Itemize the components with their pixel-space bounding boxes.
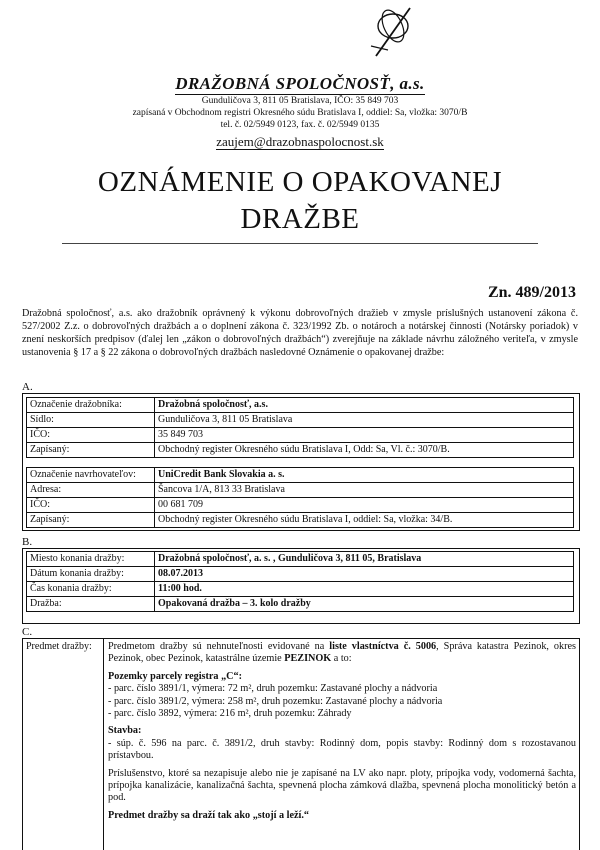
subject-table — [22, 638, 580, 850]
auction-details-table — [26, 551, 574, 612]
auction-type-key: Dražba: — [27, 597, 155, 612]
proposer-address-value: Šancova 1/A, 813 33 Bratislava — [155, 483, 574, 498]
page-title-line2: DRAŽBE — [240, 203, 360, 235]
parcel-item: - parc. číslo 3892, výmera: 216 m², druh pozemku: Záhrady — [108, 708, 352, 720]
auctioneer-seat-value: Gunduličova 3, 811 05 Bratislava — [155, 413, 574, 428]
auctioneer-seat-key: Sídlo: — [27, 413, 155, 428]
time-value: 11:00 hod. — [155, 582, 574, 597]
title-divider — [62, 243, 538, 244]
venue-value: Dražobná spoločnosť, a. s. , Gunduličova 3, 811 05, Bratislava — [155, 552, 574, 567]
auctioneer-table — [26, 397, 574, 458]
subject-intro-end: a to: — [333, 653, 352, 665]
auctioneer-name-value: Dražobná spoločnosť, a.s. — [155, 398, 574, 413]
subject-column-divider — [103, 639, 104, 850]
section-b-label: B. — [22, 536, 33, 548]
proposer-address-key: Adresa: — [27, 483, 155, 498]
auctioneer-ico-value: 35 849 703 — [155, 428, 574, 443]
section-a-label: A. — [22, 381, 33, 393]
proposer-table — [26, 467, 574, 528]
venue-key: Miesto konania dražby: — [27, 552, 155, 567]
company-name-text: DRAŽOBNÁ SPOLOČNOSŤ, a.s. — [175, 74, 425, 93]
subject-content — [108, 641, 576, 827]
auctioneer-registered-value: Obchodný register Okresného súdu Bratislava I, Odd: Sa, Vl. č.: 3070/B. — [155, 443, 574, 458]
table-row — [27, 582, 574, 597]
page-title-line1: OZNÁMENIE O OPAKOVANEJ — [97, 166, 503, 198]
auctioneer-registered-key: Zapísaný: — [27, 443, 155, 458]
table-row — [27, 398, 574, 413]
company-email-link[interactable]: zaujem@drazobnaspolocnost.sk — [216, 134, 384, 149]
table-row — [27, 552, 574, 567]
company-name — [0, 74, 600, 95]
table-row — [27, 498, 574, 513]
proposer-name-value: UniCredit Bank Slovakia a. s. — [155, 468, 574, 483]
company-logo-emblem — [368, 6, 418, 58]
ownership-sheet-number: liste vlastníctva č. 5006 — [329, 641, 437, 652]
section-c-label: C. — [22, 626, 33, 638]
proposer-registered-key: Zapísaný: — [27, 513, 155, 528]
company-address: Gunduličova 3, 811 05 Bratislava, IČO: 35 849 703 — [201, 96, 399, 106]
company-registration: zapísaná v Obchodnom registri Okresného súdu Bratislava I, oddiel: Sa, vložka: 3070/B — [132, 108, 468, 118]
as-is-statement: Predmet dražby sa draží tak ako „stojí a leží.“ — [108, 809, 309, 821]
table-row — [27, 483, 574, 498]
date-key: Dátum konania dražby: — [27, 567, 155, 582]
auctioneer-name-key: Označenie dražobníka: — [27, 398, 155, 413]
proposer-ico-key: IČO: — [27, 498, 155, 513]
auctioneer-ico-key: IČO: — [27, 428, 155, 443]
table-row — [27, 567, 574, 582]
cadastral-area: PEZINOK — [284, 653, 332, 665]
building-block — [108, 725, 576, 762]
table-row — [27, 443, 574, 458]
building-heading: Stavba: — [108, 725, 142, 737]
table-row — [27, 428, 574, 443]
parcels-block — [108, 671, 576, 721]
auction-type-value: Opakovaná dražba – 3. kolo dražby — [155, 597, 574, 612]
table-row — [27, 513, 574, 528]
date-value: 08.07.2013 — [155, 567, 574, 582]
proposer-name-key: Označenie navrhovateľov: — [27, 468, 155, 483]
parcels-heading: Pozemky parcely registra „C“: — [108, 670, 243, 682]
subject-intro-cadastre: , Správa katastra Pezinok, okres Pezinok, obec Pezinok, katastrálne územie — [108, 641, 576, 665]
subject-key: Predmet dražby: — [26, 641, 92, 652]
time-key: Čas konania dražby: — [27, 582, 155, 597]
parcel-item: - parc. číslo 3891/2, výmera: 258 m², druh pozemku: Zastavané plochy a nádvoria — [108, 695, 443, 707]
proposer-ico-value: 00 681 709 — [155, 498, 574, 513]
subject-intro — [108, 641, 576, 666]
accessories-paragraph: Príslušenstvo, ktoré sa nezapisuje alebo nie je zapísané na LV ako napr. ploty, prípojka vody, vodomerná šachta, prípojka kanalizácie, kanalizačná šachta, spevnená plocha zámková dlažba, spevnená plocha monolitický betón a pod. — [108, 767, 576, 804]
company-phone: tel. č. 02/5949 0123, fax. č. 02/5949 0135 — [220, 120, 380, 130]
building-description: - súp. č. 596 na parc. č. 3891/2, druh stavby: Rodinný dom, popis stavby: Rodinný dom s rozostavanou prístavbou. — [108, 737, 576, 762]
subject-intro-text: Predmetom dražby sú nehnuteľnosti evidované na — [108, 641, 325, 652]
intro-paragraph: Dražobná spoločnosť, a.s. ako dražobník oprávnený k výkonu dobrovoľných dražieb v zmysle príslušných ustanovení zákona č. 527/2002 Z.z. o dobrovoľných dražbách a o doplnení zákona č. 323/1992 Zb. o notároch a notárskej činnosti (Notársky poriadok) v znení neskorších predpisov (ďalej len „zákon o dobrovoľných dražbách“) zverejňuje na základe návrhu záložného veriteľa, v zmysle ustanovenia § 17 a § 22 zákona o dobrovoľných dražbách nasledovné Oznámenie o opakovanej dražbe: — [22, 308, 578, 358]
table-row — [27, 468, 574, 483]
company-email[interactable] — [0, 134, 600, 150]
reference-number: Zn. 489/2013 — [487, 284, 576, 301]
table-row — [27, 597, 574, 612]
table-row — [27, 413, 574, 428]
proposer-registered-value: Obchodný register Okresného súdu Bratislava I, oddiel: Sa, vložka: 34/B. — [155, 513, 574, 528]
parcel-item: - parc. číslo 3891/1, výmera: 72 m², druh pozemku: Zastavané plochy a nádvoria — [108, 683, 438, 695]
